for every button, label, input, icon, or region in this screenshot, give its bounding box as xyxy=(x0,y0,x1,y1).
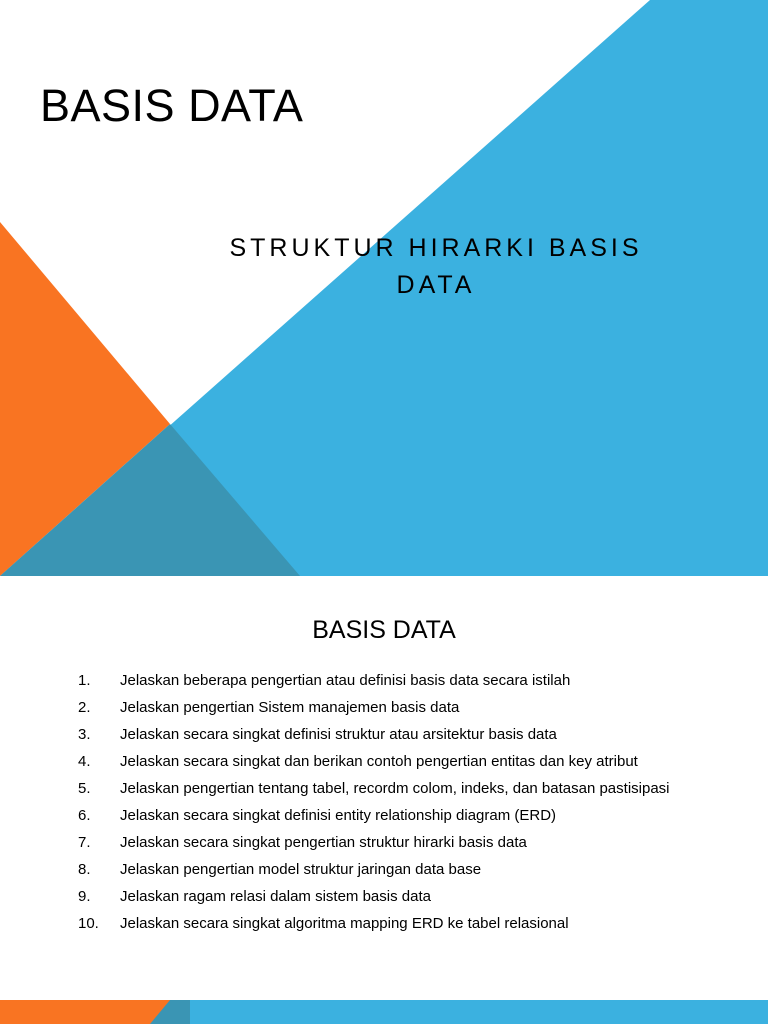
question-text: Jelaskan secara singkat algoritma mapping ERD ke tabel relasional xyxy=(120,915,569,932)
question-list xyxy=(78,672,698,942)
question-number: 7. xyxy=(78,834,91,851)
question-text: Jelaskan secara singkat dan berikan contoh pengertian entitas dan key atribut xyxy=(120,753,638,770)
question-item xyxy=(78,888,698,906)
question-item xyxy=(78,834,698,852)
question-item xyxy=(78,861,698,879)
question-number: 5. xyxy=(78,780,91,797)
footer-blue-strip xyxy=(190,1000,768,1024)
question-text: Jelaskan beberapa pengertian atau definisi basis data secara istilah xyxy=(120,672,571,689)
question-number: 4. xyxy=(78,753,91,770)
question-item xyxy=(78,726,698,744)
question-number: 9. xyxy=(78,888,91,905)
question-item xyxy=(78,699,698,717)
question-number: 8. xyxy=(78,861,91,878)
question-text: Jelaskan pengertian Sistem manajemen basis data xyxy=(120,699,460,716)
slide-title: BASIS DATA xyxy=(40,80,304,131)
slide-subtitle: STRUKTUR HIRARKI BASIS DATA xyxy=(229,234,643,299)
footer-orange-strip xyxy=(0,1000,170,1024)
question-number: 2. xyxy=(78,699,91,716)
question-item xyxy=(78,672,698,690)
question-text: Jelaskan pengertian model struktur jaringan data base xyxy=(120,861,482,878)
content-title: BASIS DATA xyxy=(312,616,456,644)
question-number: 10. xyxy=(78,915,99,932)
question-text: Jelaskan ragam relasi dalam sistem basis data xyxy=(120,888,431,905)
content-slide xyxy=(0,576,768,1024)
question-text: Jelaskan pengertian tentang tabel, recordm colom, indeks, dan batasan pastisipasi xyxy=(120,780,670,797)
question-item xyxy=(78,753,698,771)
question-text: Jelaskan secara singkat definisi entity relationship diagram (ERD) xyxy=(120,807,557,824)
question-item xyxy=(78,915,698,933)
question-text: Jelaskan secara singkat pengertian struktur hirarki basis data xyxy=(120,834,527,851)
question-item xyxy=(78,780,698,798)
question-item xyxy=(78,807,698,825)
question-number: 1. xyxy=(78,672,91,689)
question-number: 6. xyxy=(78,807,91,824)
question-text: Jelaskan secara singkat definisi struktur atau arsitektur basis data xyxy=(120,726,557,743)
question-number: 3. xyxy=(78,726,91,743)
